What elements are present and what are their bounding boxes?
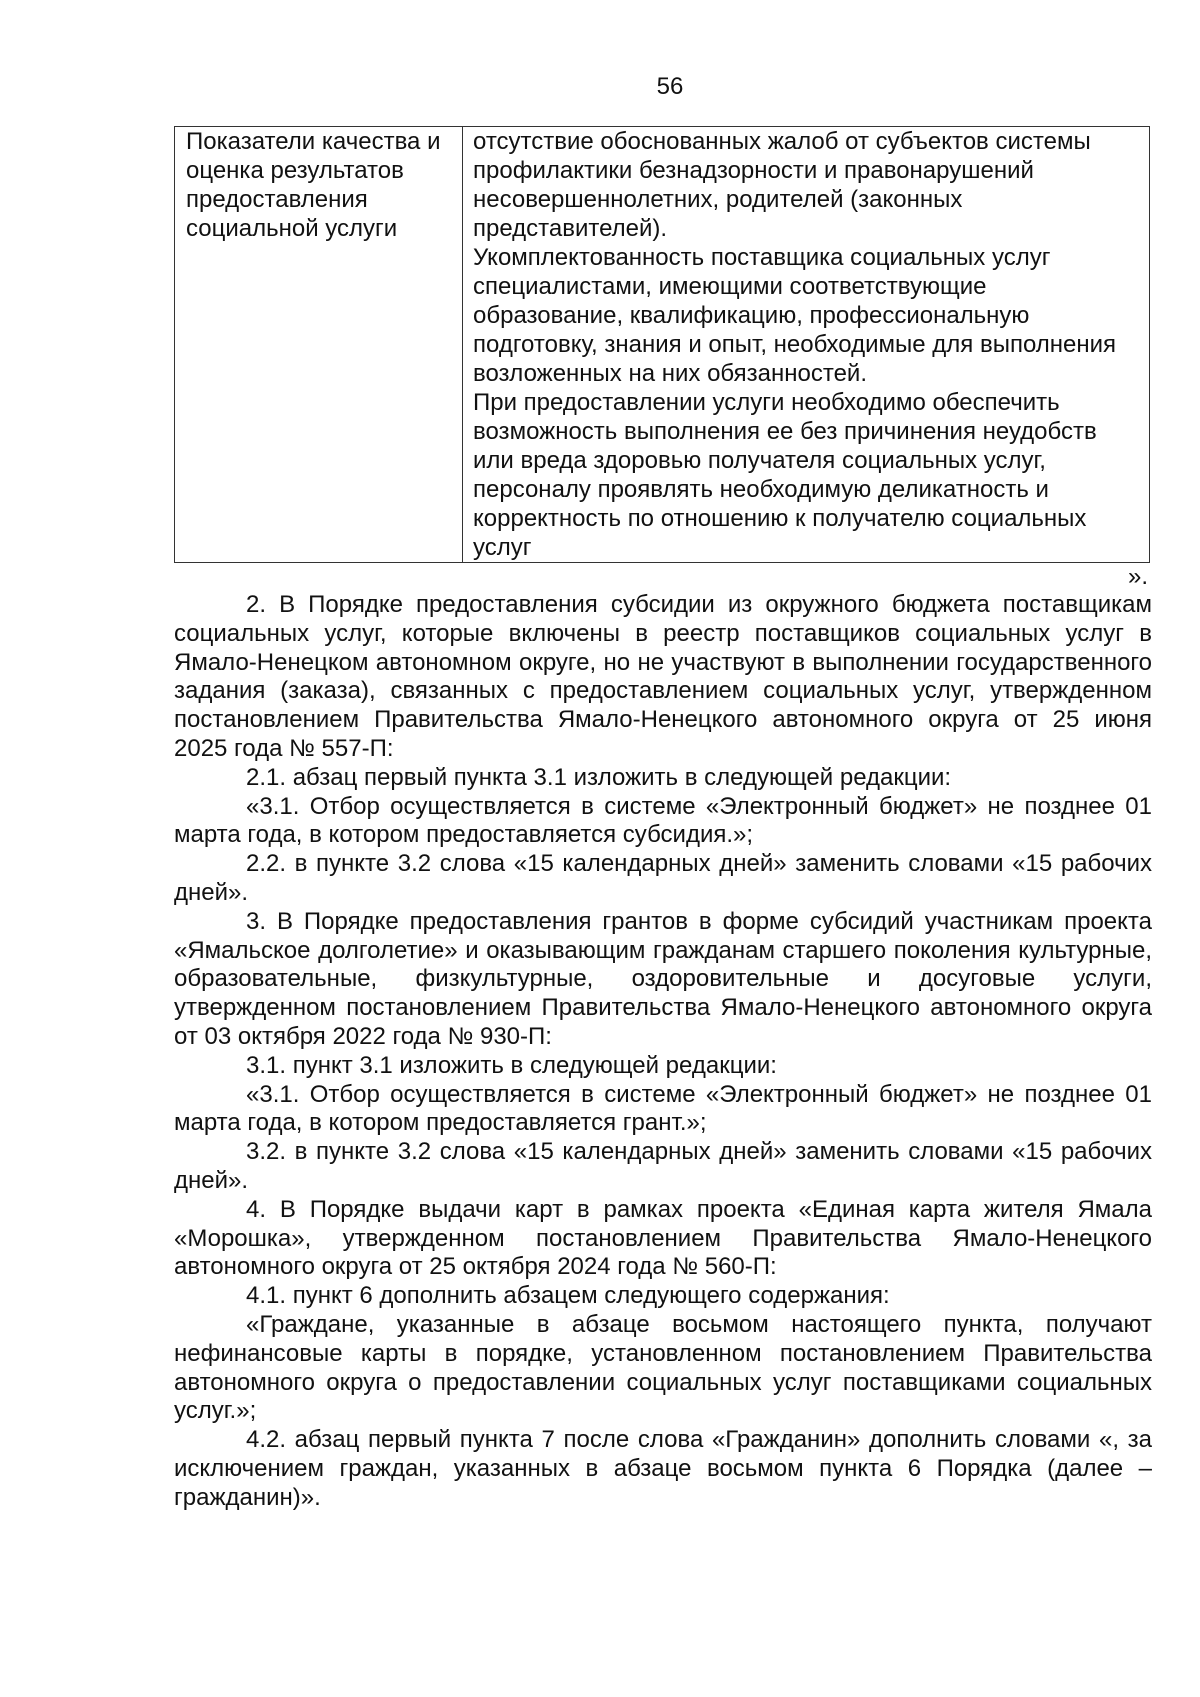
paragraph-item-2-1: 2.1. абзац первый пункта 3.1 изложить в следующей редакции: (246, 763, 952, 791)
paragraph-item-2-2: 2.2. в пункте 3.2 слова «15 календарных дней» заменить словами «15 рабочих дней». (174, 850, 1152, 906)
paragraph-item-3-2: 3.2. в пункте 3.2 слова «15 календарных дней» заменить словами «15 рабочих дней». (174, 1138, 1152, 1194)
paragraph-quote-citizens: «Граждане, указанные в абзаце восьмом настоящего пункта, получают нефинансовые карты в порядке, установленном постановлением Правительства автономного округа о предоставлении социальных услуг поставщиками социальных услуг.»; (174, 1310, 1152, 1425)
paragraph-quote-3-1-grant: «3.1. Отбор осуществляется в системе «Электронный бюджет» не позднее 01 марта года, в котором предоставляется грант.»; (174, 1080, 1152, 1137)
closing-quote: ». (1127, 563, 1148, 590)
quality-indicators-table (174, 126, 1150, 563)
paragraph-item-3-1: 3.1. пункт 3.1 изложить в следующей редакции: (246, 1051, 777, 1079)
paragraph-item-2: 2. В Порядке предоставления субсидии из окружного бюджета поставщикам социальных услуг, которые включены в реестр поставщиков социальных услуг в Ямало-Ненецком автономном округе, но не участвуют в выполнении государственного задания (заказа), связанных с предоставлением социальных услуг, утвержденном постановлением Правительства Ямало-Ненецкого автономного округа от 25 июня 2025 года № 557-П: (174, 591, 1152, 762)
paragraph-item-4-1: 4.1. пункт 6 дополнить абзацем следующего содержания: (246, 1282, 890, 1310)
description-paragraph: Укомплектованность поставщика социальных услуг специалистами, имеющими соответствующие образование, квалификацию, профессиональную подготовку, знания и опыт, необходимые для выполнения возложенных на них обязанностей. (473, 244, 1117, 387)
description-paragraph: отсутствие обоснованных жалоб от субъектов системы профилактики безнадзорности и правонарушений несовершеннолетних, родителей (законных представителей). (473, 128, 1091, 242)
table-cell-indicator-name: Показатели качества и оценка результатов предоставления социальной услуги (175, 127, 463, 563)
document-body (174, 591, 1152, 1513)
table-cell-indicator-description (463, 127, 1150, 563)
paragraph-item-4: 4. В Порядке выдачи карт в рамках проекта «Единая карта жителя Ямала «Морошка», утвержденном постановлением Правительства Ямало-Ненецкого автономного округа от 25 октября 2024 года № 560-П: (174, 1195, 1152, 1281)
paragraph-item-4-2: 4.2. абзац первый пункта 7 после слова «Гражданин» дополнить словами «, за исключением граждан, указанных в абзаце восьмом пункта 6 Порядка (далее – гражданин)». (174, 1426, 1152, 1511)
paragraph-item-3: 3. В Порядке предоставления грантов в форме субсидий участникам проекта «Ямальское долголетие» и оказывающим гражданам старшего поколения культурные, образовательные, физкультурные, оздоровительные и досуговые услуги, утвержденном постановлением Правительства Ямало-Ненецкого автономного округа от 03 октября 2022 года № 930-П: (174, 907, 1152, 1050)
page-number: 56 (656, 73, 684, 100)
paragraph-quote-3-1: «3.1. Отбор осуществляется в системе «Электронный бюджет» не позднее 01 марта года, в котором предоставляется субсидия.»; (174, 792, 1152, 849)
document-page (174, 70, 1152, 1650)
table-row (175, 127, 1150, 563)
description-paragraph: При предоставлении услуги необходимо обеспечить возможность выполнения ее без причинения неудобств или вреда здоровью получателя социальных услуг, персоналу проявлять необходимую деликатность и корректность по отношению к получателю социальных услуг (473, 389, 1097, 561)
